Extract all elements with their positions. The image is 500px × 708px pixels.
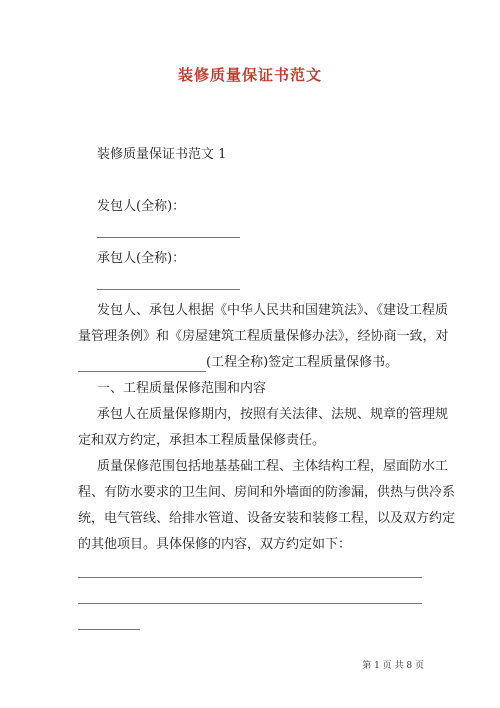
content-blank-line-1 — [78, 577, 422, 578]
document-subtitle: 装修质量保证书范文 1 — [97, 147, 227, 162]
employer-name-blank — [97, 237, 240, 238]
employer-label: 发包人(全称)： — [97, 199, 186, 214]
page-number-footer: 第 1 页 共 8 页 — [362, 661, 424, 671]
para2-line2: 定和双方约定，承担本工程质量保修责任。 — [78, 433, 326, 448]
project-name-blank — [78, 359, 206, 372]
document-title: 装修质量保证书范文 — [177, 66, 322, 84]
para1-line3-text: (工程全称)签定工程质量保修书。 — [206, 355, 399, 370]
para3-line1: 质量保修范围包括地基基础工程、主体结构工程，屋面防水工 — [97, 459, 449, 474]
para1-line3 — [78, 354, 398, 372]
para3-line3: 统，电气管线、给排水管道、设备安装和装修工程，以及双方约定 — [78, 511, 456, 526]
para2-line1: 承包人在质量保修期内，按照有关法律、法规、规章的管理规 — [97, 407, 449, 422]
para3-line2: 程、有防水要求的卫生间、房间和外墙面的防渗漏，供热与供冷系 — [78, 485, 456, 500]
content-blank-line-2 — [78, 603, 422, 604]
section1-heading: 一、工程质量保修范围和内容 — [97, 381, 267, 396]
contractor-label: 承包人(全称)： — [97, 251, 186, 266]
content-blank-line-3 — [78, 629, 140, 630]
para1-line1: 发包人、承包人根据《中华人民共和国建筑法》、《建设工程质 — [97, 303, 449, 318]
contractor-name-blank — [97, 289, 240, 290]
para1-line2: 量管理条例》和《房屋建筑工程质量保修办法》，经协商一致，对 — [78, 329, 449, 344]
para3-line4: 的其他项目。具体保修的内容，双方约定如下： — [78, 537, 352, 552]
